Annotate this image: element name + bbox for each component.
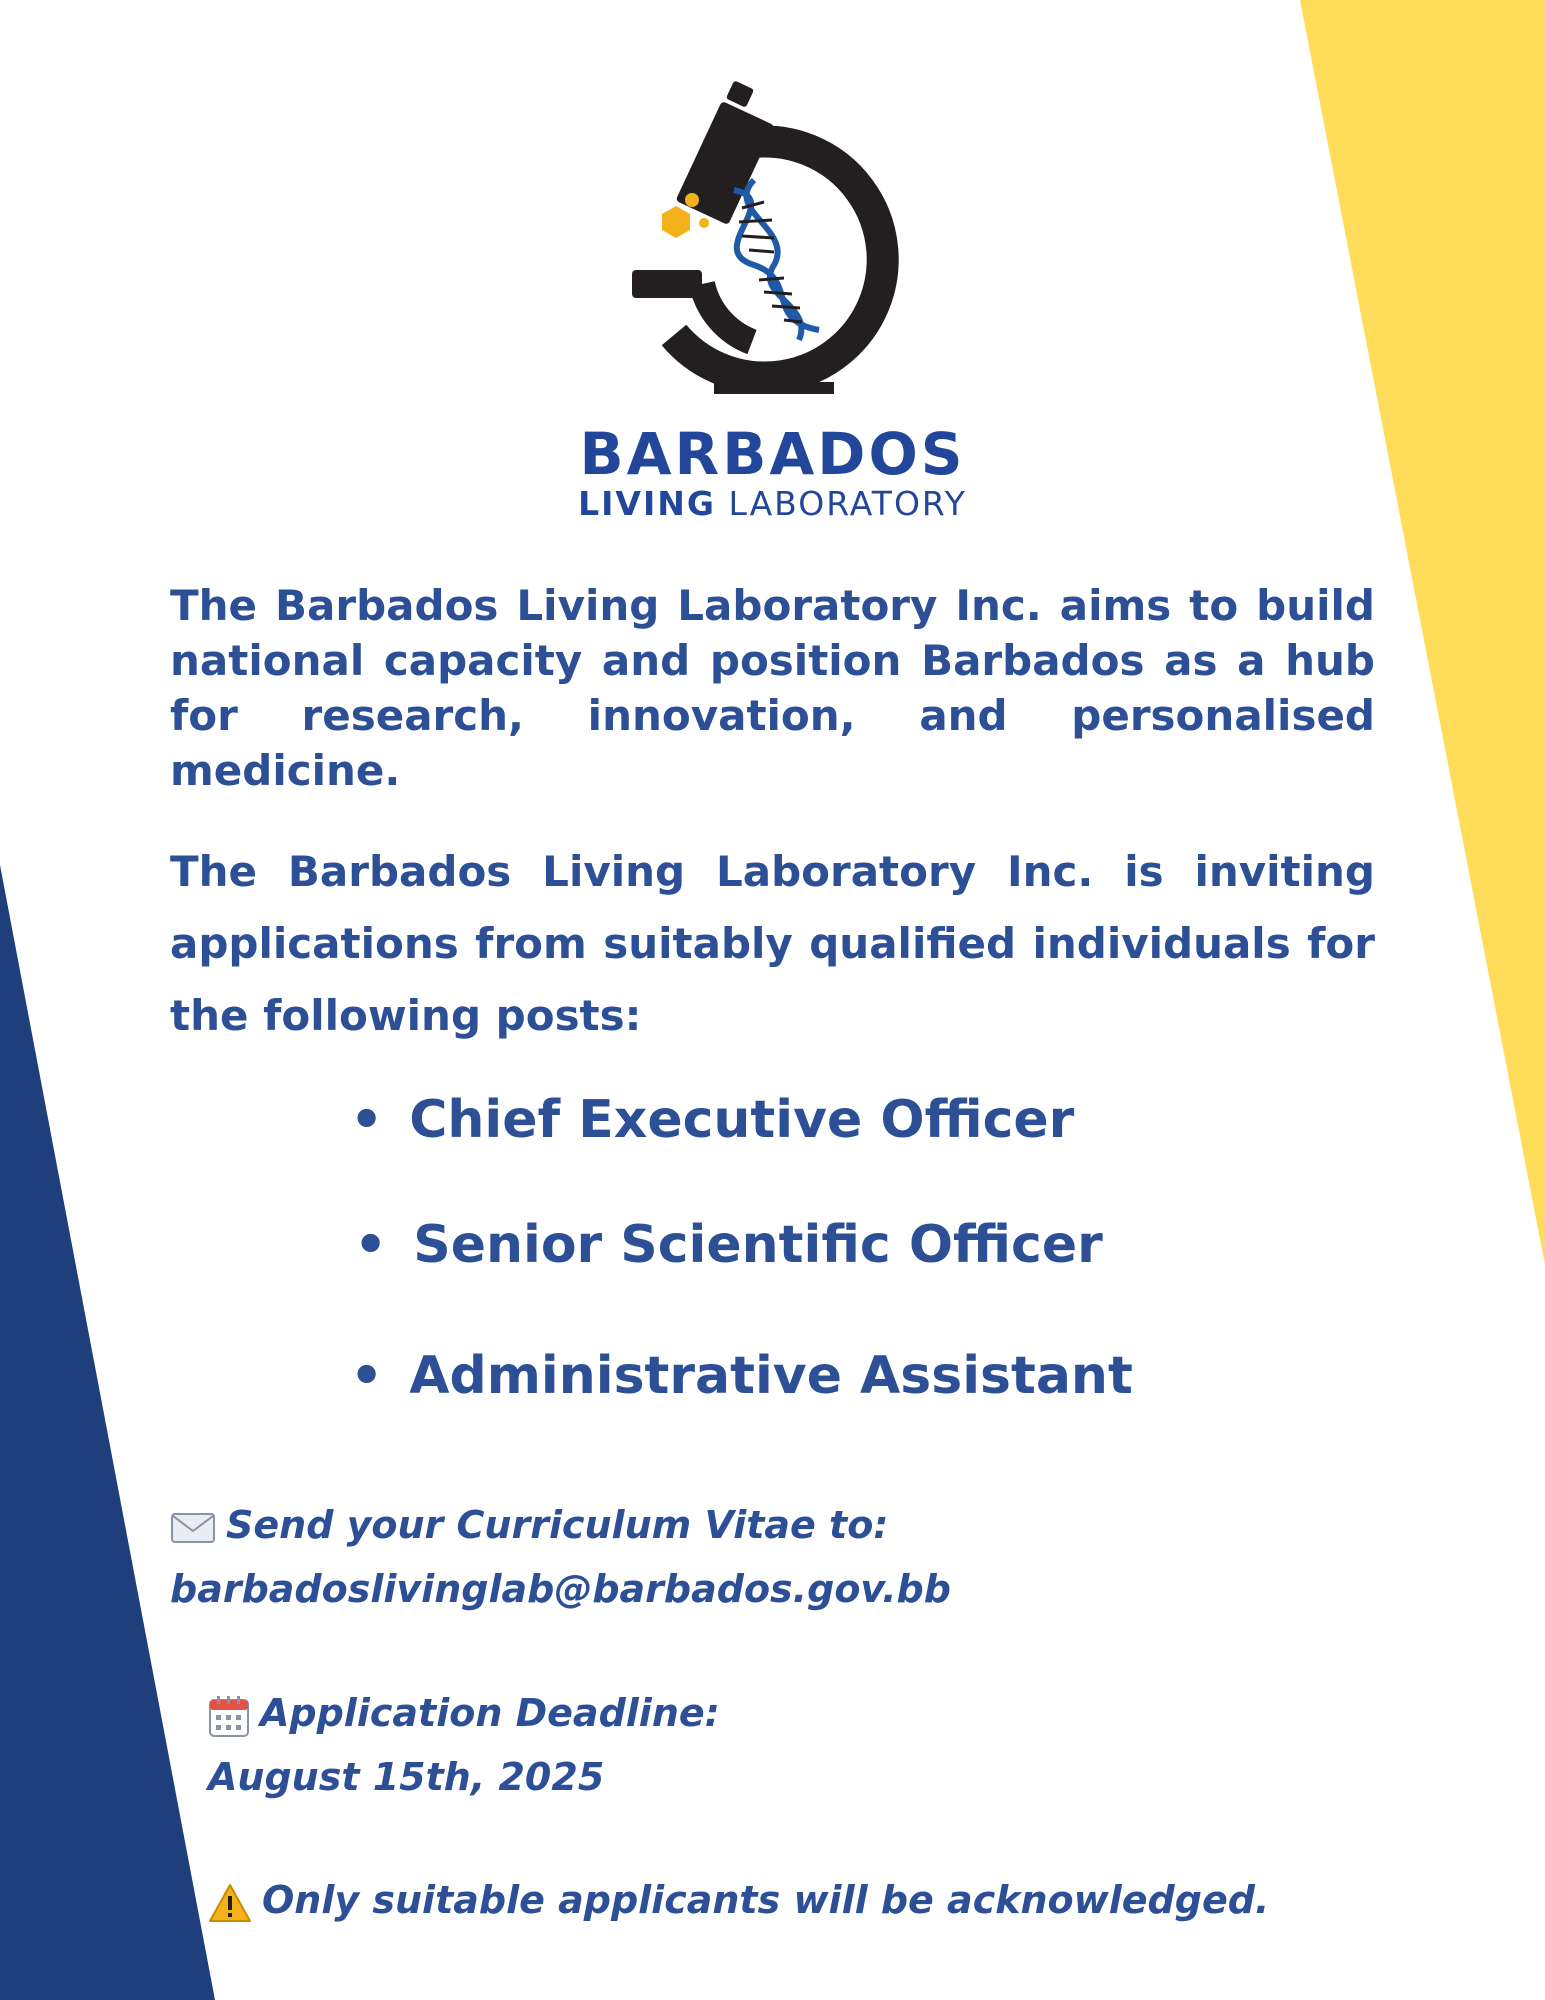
email-address[interactable]: barbadoslivinglab@barbados.gov.bb: [170, 1567, 951, 1611]
deadline-block: [208, 1681, 720, 1809]
brand-subtitle: [0, 484, 1545, 523]
post-label: Chief Executive Officer: [409, 1090, 1075, 1150]
invitation-paragraph: The Barbados Living Laboratory Inc. is inviting applications from suitably qualified individuals for the following posts:: [170, 847, 1375, 1040]
send-cv-label: Send your Curriculum Vitae to:: [226, 1503, 889, 1547]
post-item: [350, 1090, 1074, 1150]
notice-block: [208, 1868, 1269, 1932]
deadline-date: August 15th, 2025: [208, 1755, 605, 1799]
send-cv-block: [170, 1493, 951, 1621]
notice-text: Only suitable applicants will be acknowledged.: [262, 1878, 1270, 1922]
warning-icon: [208, 1883, 252, 1923]
envelope-icon: [170, 1511, 216, 1545]
post-item: [350, 1346, 1133, 1406]
brand-title: BARBADOS: [579, 420, 966, 488]
brand-sub-light: LABORATORY: [728, 484, 967, 523]
bullet-icon: •: [350, 1090, 384, 1150]
microscope-dna-icon: [624, 80, 924, 410]
post-label: Administrative Assistant: [409, 1346, 1133, 1406]
bullet-icon: •: [350, 1346, 384, 1406]
calendar-icon: [208, 1694, 250, 1738]
intro-paragraph: The Barbados Living Laboratory Inc. aims to build national capacity and position Barbados as a hub for research, innovation, and personalised medicine.: [170, 581, 1375, 795]
post-item: [354, 1215, 1103, 1275]
deadline-label: Application Deadline:: [260, 1691, 720, 1735]
post-label: Senior Scientific Officer: [413, 1215, 1103, 1275]
brand-sub-bold: LIVING: [578, 484, 716, 523]
bullet-icon: •: [354, 1215, 388, 1275]
